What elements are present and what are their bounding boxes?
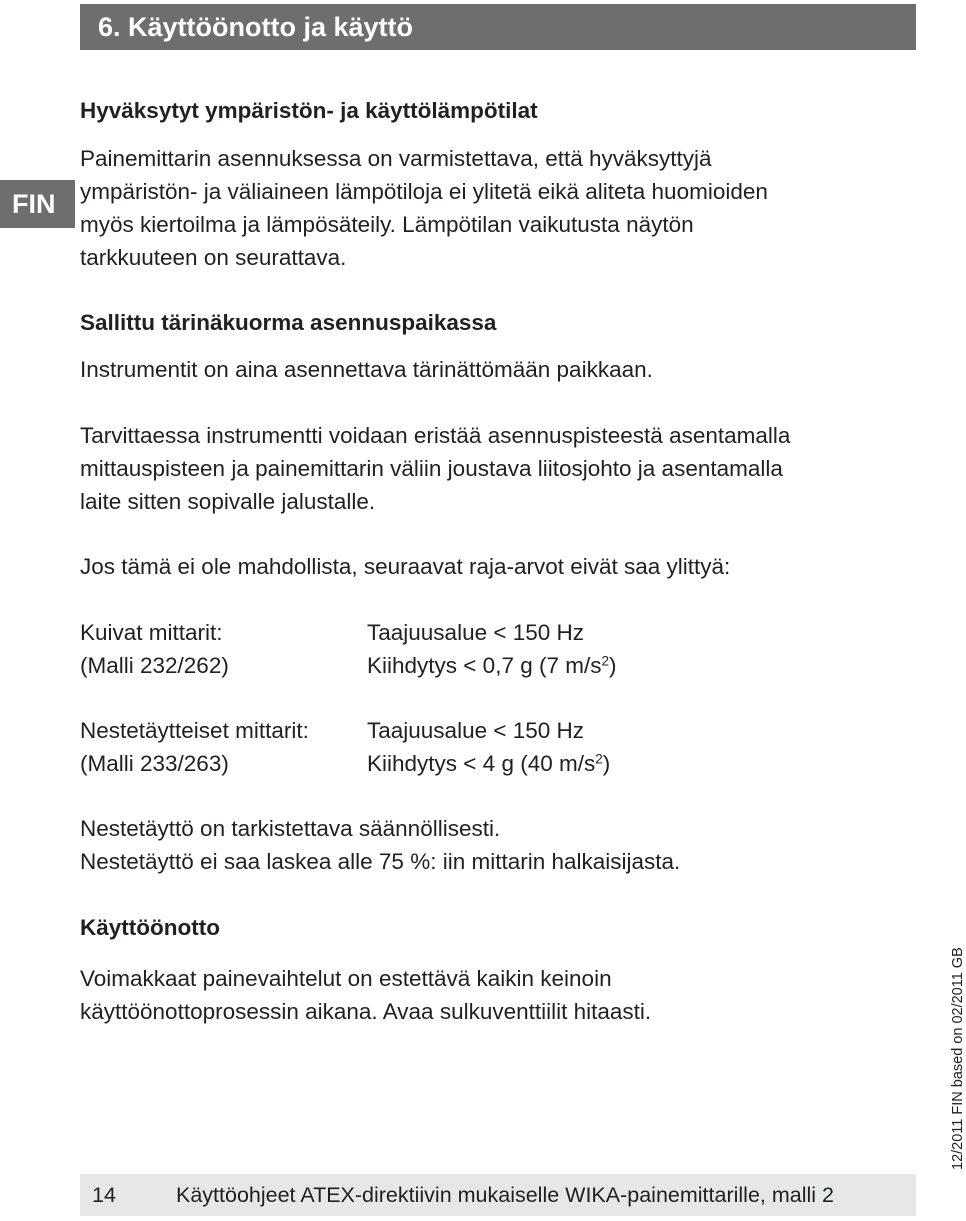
liquid-acceleration-limit [367,747,610,780]
vibration-heading: Sallittu tärinäkuorma asennuspaikassa [80,310,497,335]
footer-title: Käyttöohjeet ATEX-direktiivin mukaiselle WIKA-painemittarille, malli 2 [176,1183,834,1207]
dry-acceleration-text: Kiihdytys < 0,7 g (7 m/s [367,653,602,678]
liquid-acceleration-exponent: 2 [595,751,603,767]
isolation-paragraph: Tarvittaessa instrumentti voidaan eristää asennuspisteestä asentamalla mittauspisteen ja painemittarin väliin joustava liitosjohto ja asentamalla laite sitten sopivalle jalustalle. [80,423,791,514]
section-title-bar [80,4,916,50]
temps-heading: Hyväksytyt ympäristön- ja käyttölämpötilat [80,98,538,123]
commissioning-paragraph: Voimakkaat painevaihtelut on estettävä kaikin keinoin käyttöönottoprosessin aikana. Avaa sulkuventtiilit hitaasti. [80,966,652,1024]
liquid-acceleration-text: Kiihdytys < 4 g (40 m/s [367,751,596,776]
liquid-acceleration-close: ) [602,751,611,776]
document-code: 12/2011 FIN based on 02/2011 GB [950,947,966,1170]
dry-gauges-model: (Malli 232/262) [80,653,229,678]
dry-acceleration-limit [367,649,617,682]
limits-intro: Jos tämä ei ole mahdollista, seuraavat raja-arvot eivät saa ylittyä: [80,554,731,579]
liquid-gauges-model: (Malli 233/263) [80,751,229,776]
temps-paragraph: Painemittarin asennuksessa on varmistettava, että hyväksyttyjä ympäristön- ja väliaineen lämpötiloja ei ylitetä eikä aliteta huomioiden myös kiertoilma ja lämpösäteily. Lämpötilan vaikutusta näytön tarkkuuteen on seurattava. [80,146,768,270]
fill-level-notes: Nestetäyttö on tarkistettava säännöllisesti. Nestetäyttö ei saa laskea alle 75 %: iin mittarin halkaisijasta. [80,816,681,874]
dry-acceleration-exponent: 2 [601,653,609,669]
vibration-paragraph: Instrumentit on aina asennettava tärinättömään paikkaan. [80,357,653,382]
dry-frequency-limit: Taajuusalue < 150 Hz [367,620,585,645]
liquid-gauges-label: Nestetäytteiset mittarit: [80,718,309,743]
dry-gauges-label: Kuivat mittarit: [80,620,223,645]
footer-bar [80,1174,916,1216]
page-number: 14 [92,1183,116,1207]
liquid-frequency-limit: Taajuusalue < 150 Hz [367,718,585,743]
language-tab: FIN [0,180,75,228]
section-title: 6. Käyttöönotto ja käyttö [98,12,414,42]
commissioning-heading: Käyttöönotto [80,915,220,940]
dry-acceleration-close: ) [609,653,617,678]
